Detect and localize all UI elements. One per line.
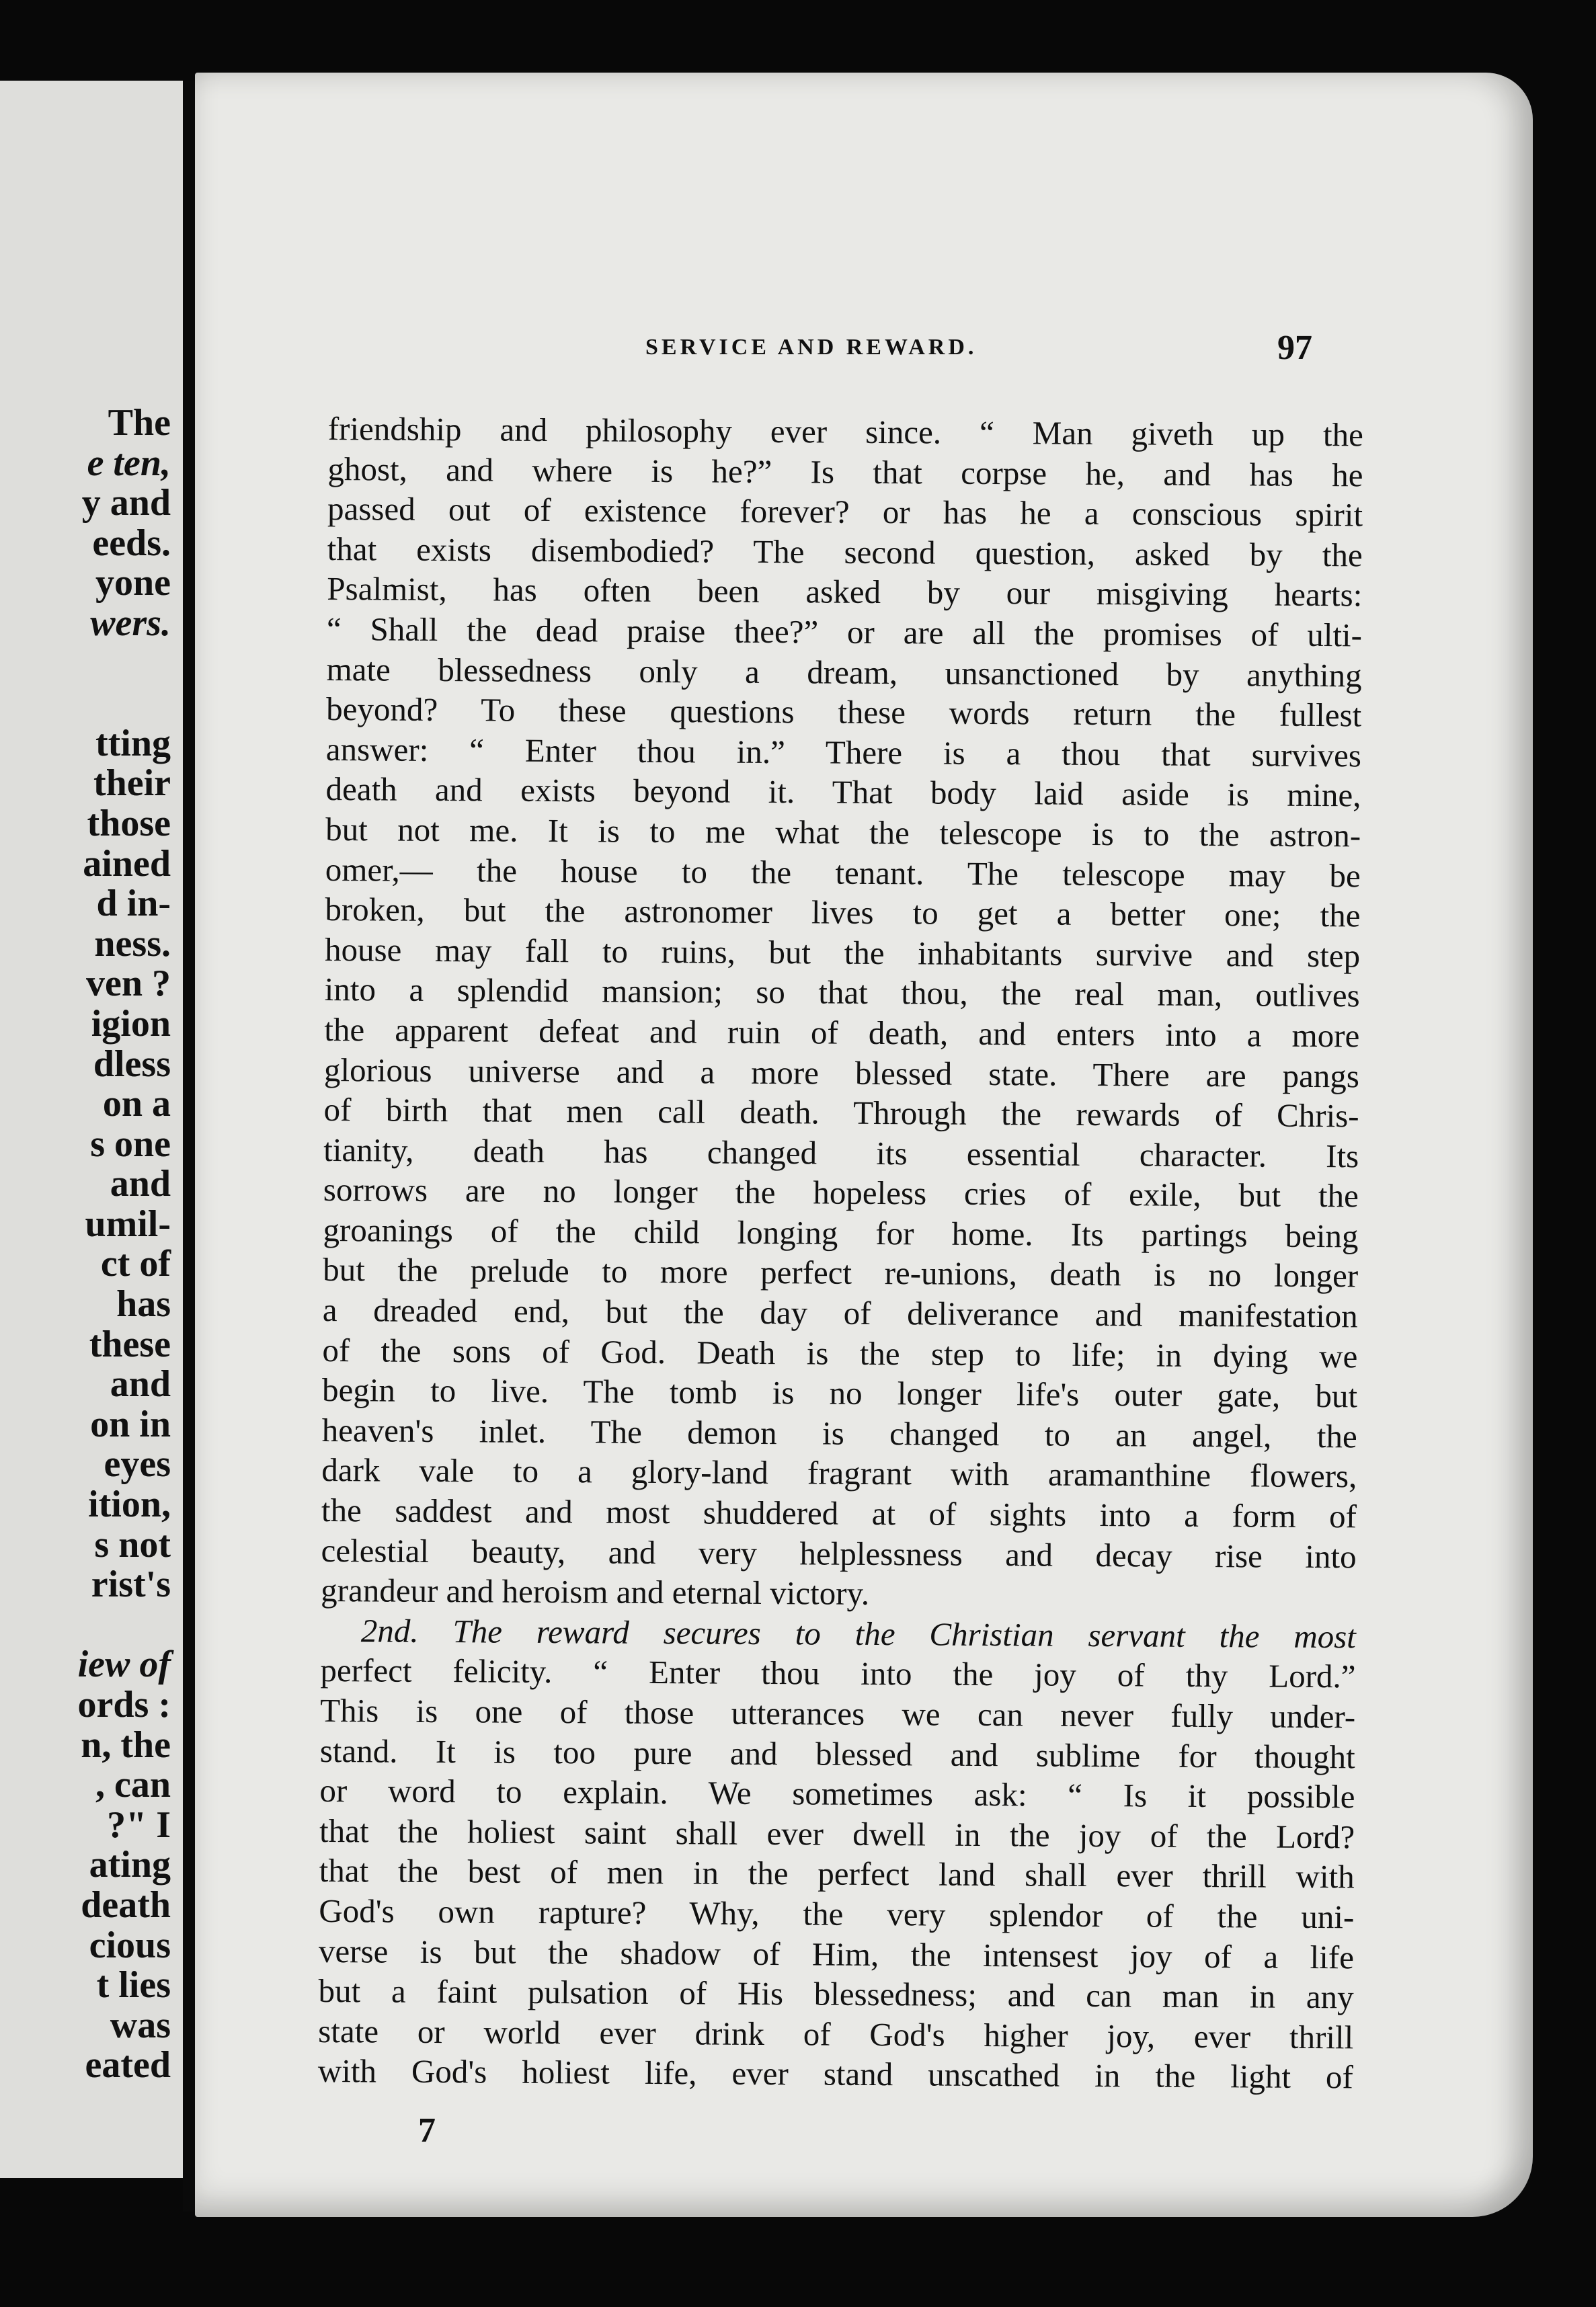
text-line: into a splendid mansion; so that thou, the real man, outlives [324, 971, 1360, 1014]
text-line: beyond? To these questions these words return the fullest [326, 690, 1362, 734]
text-line: ghost, and where is he?” Is that corpse he, and has he [327, 450, 1363, 493]
text-line: God's own rapture? Why, the very splendor of the uni- [319, 1892, 1355, 1936]
left-fragment: on in [90, 1403, 171, 1445]
text-line: answer: “ Enter thou in.” There is a thou that survives [325, 730, 1362, 774]
text-line: of the sons of God. Death is the step to life; in dying we [322, 1331, 1358, 1375]
text-line: but a faint pulsation of His blessedness; and can man in any [318, 1972, 1354, 2016]
left-fragment: , can [95, 1764, 171, 1806]
left-fragment: ven ? [86, 963, 171, 1005]
left-fragment: tting [95, 722, 171, 764]
text-line: This is one of those utterances we can never fully under- [320, 1691, 1356, 1736]
left-fragment: The [108, 402, 171, 444]
text-line: but the prelude to more perfect re-unions, death is no longer [323, 1251, 1359, 1295]
text-line: or word to explain. We sometimes ask: “ Is it possible [319, 1772, 1355, 1816]
left-fragment: yone [95, 562, 171, 604]
left-fragment: cious [89, 1924, 171, 1966]
text-line: with God's holiest life, ever stand unscathed in the light of [317, 2052, 1354, 2096]
text-line: grandeur and heroism and eternal victory. [321, 1572, 870, 1613]
text-line: of birth that men call death. Through the rewards of Chris- [323, 1091, 1359, 1135]
text-line: house may fall to ruins, but the inhabitants survive and step [324, 930, 1361, 975]
text-line: glorious universe and a more blessed state. There are pangs [323, 1051, 1360, 1094]
left-fragment: s not [94, 1523, 171, 1566]
left-gap [78, 684, 171, 724]
left-fragment: iew of [77, 1644, 171, 1686]
left-fragment: their [93, 762, 171, 805]
text-line: omer,— the house to the tenant. The telescope may be [325, 850, 1361, 894]
text-line: the saddest and most shuddered at of sights into a form of [321, 1492, 1357, 1535]
left-fragment: y and [81, 482, 171, 524]
left-fragment: ating [89, 1844, 171, 1886]
left-fragment: rist's [91, 1564, 171, 1606]
text-line: verse is but the shadow of Him, the intensest joy of a life [318, 1932, 1355, 1976]
left-fragment: ?" I [107, 1804, 171, 1846]
left-fragment: ness. [94, 922, 171, 965]
text-line: death and exists beyond it. That body laid aside is mine, [325, 770, 1361, 814]
left-fragment: those [87, 802, 171, 844]
left-fragment: igion [91, 1002, 171, 1045]
book-gutter [183, 81, 195, 2212]
text-line: tianity, death has changed its essential character. Its [323, 1131, 1359, 1175]
left-fragment: wers. [90, 602, 171, 644]
text-line: that the best of men in the perfect land shall ever thrill with [319, 1852, 1355, 1896]
text-line: groanings of the child longing for home. Its partings being [323, 1211, 1359, 1255]
left-fragment: and [110, 1363, 171, 1406]
left-fragment: n, the [81, 1724, 171, 1766]
text-line: celestial beauty, and very helplessness and decay rise into [321, 1531, 1357, 1575]
text-line: begin to live. The tomb is no longer life's outer gate, but [321, 1371, 1358, 1415]
left-fragment: and [110, 1163, 171, 1205]
running-title: SERVICE AND REWARD. [645, 335, 977, 360]
text-line: friendship and philosophy ever since. “ Man giveth up the [327, 409, 1363, 454]
text-line: mate blessedness only a dream, unsanctioned by anything [326, 650, 1362, 694]
page-body [318, 409, 1363, 2097]
text-line: broken, but the astronomer lives to get a better one; the [325, 891, 1361, 934]
text-line: perfect felicity. “ Enter thou into the joy of thy Lord.” [320, 1652, 1356, 1695]
left-gap [78, 644, 171, 684]
left-fragment: on a [102, 1083, 171, 1125]
text-line: state or world ever drink of God's higher joy, ever thrill [318, 2012, 1354, 2056]
left-fragment: these [89, 1323, 171, 1365]
text-line: Psalmist, has often been asked by our misgiving hearts: [327, 570, 1363, 614]
left-page-edge [0, 81, 183, 2178]
left-fragment: ained [83, 842, 171, 885]
left-fragment: ords : [77, 1684, 171, 1726]
text-line: the apparent defeat and ruin of death, and enters into a more [324, 1010, 1360, 1055]
page-number: 97 [1277, 329, 1312, 367]
left-fragment: has [116, 1283, 171, 1326]
left-fragment: ct of [100, 1243, 171, 1285]
left-page-fragments [78, 403, 171, 2086]
text-line: a dreaded end, but the day of deliverance and manifestation [322, 1291, 1358, 1335]
text-line: but not me. It is to me what the telescope is to the astron- [325, 810, 1361, 854]
text-line: that exists disembodied? The second question, asked by the [327, 530, 1363, 574]
left-fragment: t lies [96, 1964, 171, 2007]
text-line: heaven's inlet. The demon is changed to an angel, the [321, 1411, 1357, 1455]
left-fragment: death [81, 1884, 171, 1926]
text-line: sorrows are no longer the hopeless cries of exile, but the [323, 1171, 1359, 1215]
text-line: 2nd. The reward secures to the Christian servant the most [360, 1612, 1357, 1656]
left-fragment: s one [90, 1123, 171, 1165]
left-fragment: d in- [96, 883, 171, 925]
left-fragment: was [110, 2004, 171, 2046]
text-line: stand. It is too pure and blessed and sublime for thought [319, 1732, 1355, 1775]
text-line: “ Shall the dead praise thee?” or are all the promises of ulti- [326, 610, 1363, 654]
left-fragment: eyes [104, 1443, 171, 1486]
text-line: passed out of existence forever? or has he a conscious spirit [327, 490, 1363, 534]
signature-mark: 7 [418, 2111, 436, 2150]
text-line: that the holiest saint shall ever dwell in the joy of the Lord? [319, 1812, 1355, 1856]
left-fragment: e ten, [87, 442, 171, 484]
left-fragment: dless [93, 1043, 171, 1085]
left-fragment: umil- [85, 1203, 171, 1245]
left-fragment: eeds. [92, 522, 171, 564]
left-fragment: ition, [88, 1484, 171, 1526]
left-fragment: eated [85, 2044, 171, 2087]
text-line: dark vale to a glory-land fragrant with aramanthine flowers, [321, 1451, 1357, 1495]
left-gap [78, 1605, 171, 1646]
